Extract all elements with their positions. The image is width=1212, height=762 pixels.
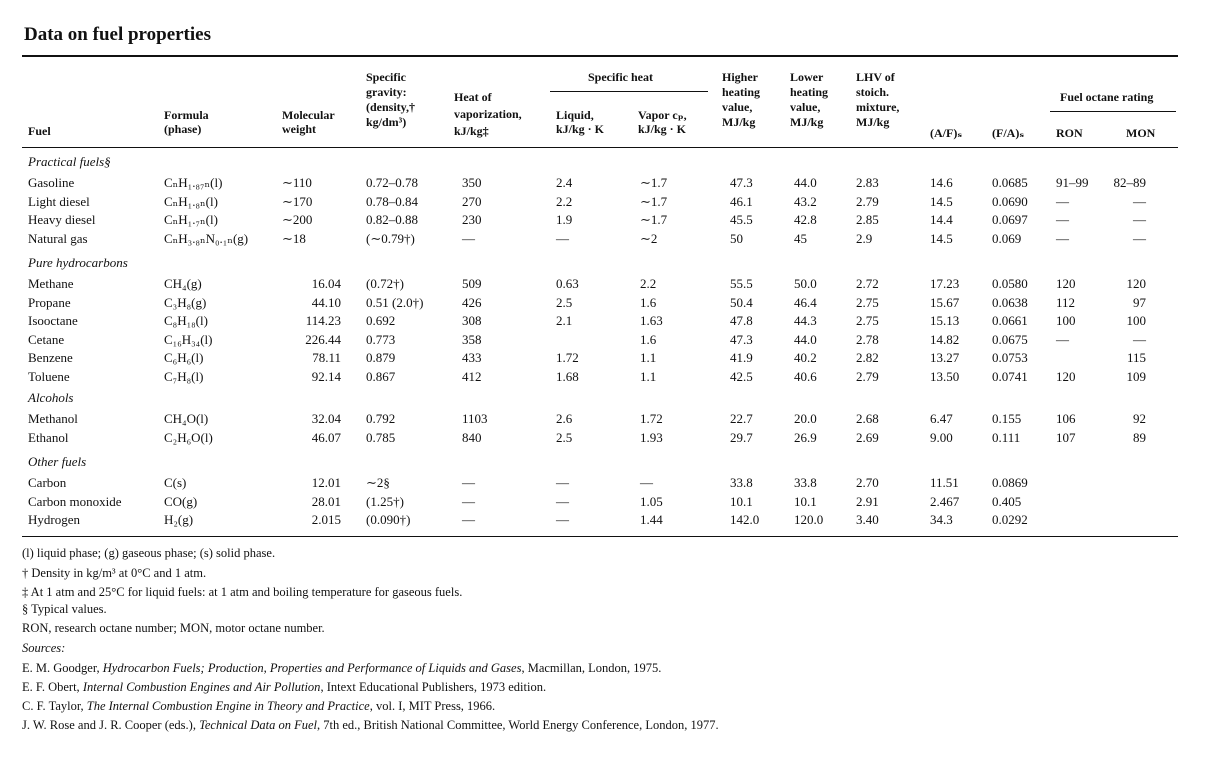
cell-ron: 120 — [1056, 369, 1076, 384]
cell-ron: 112 — [1056, 294, 1076, 310]
header-fa: (F/A)ₛ — [992, 126, 1025, 140]
cell-vapor-heat: ∼1.7 — [640, 212, 668, 227]
cell-lhv: 44.0 — [794, 175, 817, 190]
cell-formula: CₙH₁.₈ₙ(l) — [164, 193, 218, 209]
cell-lhv-stoich: 2.68 — [856, 411, 879, 426]
cell-fa: 0.0741 — [992, 369, 1028, 384]
cell-formula: CH₄O(l) — [164, 411, 209, 426]
cell-specific-gravity: (∼0.79†) — [366, 230, 415, 246]
specific-heat-rule — [550, 91, 708, 92]
header-lhv-stoich: LHV of stoich. mixture, MJ/kg — [856, 70, 900, 129]
cell-lhv: 26.9 — [794, 429, 817, 445]
header-vapor: Vapor cₚ, kJ/kg · K — [638, 108, 687, 136]
cell-af: 14.4 — [930, 212, 953, 227]
cell-liquid-heat: — — [556, 493, 569, 509]
cell-fuel: Hydrogen — [28, 512, 80, 527]
cell-specific-gravity: (1.25†) — [366, 493, 404, 509]
cell-fa: 0.0690 — [992, 193, 1028, 209]
cell-fuel: Carbon — [28, 475, 67, 490]
cell-vapor-heat: — — [640, 475, 653, 490]
cell-formula: C₁₆H₃₄(l) — [164, 331, 213, 347]
cell-specific-gravity: 0.78–0.84 — [366, 193, 418, 209]
cell-ron: 120 — [1056, 276, 1076, 291]
source-rose-cooper: J. W. Rose and J. R. Cooper (eds.), Technical Data on Fuel, 7th ed., British National Committee, World Energy Conference, London, 1977. — [22, 718, 719, 732]
header-lhv: Lower heating value, MJ/kg — [790, 70, 829, 129]
header-rule — [22, 147, 1178, 148]
cell-lhv: 43.2 — [794, 193, 817, 209]
header-specific-heat: Specific heat — [588, 70, 653, 84]
cell-mon: — — [1133, 212, 1146, 227]
cell-ron: 106 — [1056, 411, 1076, 426]
cell-lhv-stoich: 2.75 — [856, 294, 879, 310]
cell-heat-vaporization: 426 — [462, 294, 482, 310]
cell-liquid-heat: 1.68 — [556, 369, 579, 384]
cell-fuel: Carbon monoxide — [28, 493, 122, 509]
cell-lhv-stoich: 2.78 — [856, 331, 879, 347]
cell-fa: 0.0685 — [992, 175, 1028, 190]
cell-fuel: Methane — [28, 276, 74, 291]
cell-hhv: 22.7 — [730, 411, 753, 426]
cell-fuel: Gasoline — [28, 175, 75, 190]
cell-heat-vaporization: — — [462, 230, 475, 246]
cell-af: 2.467 — [930, 493, 960, 509]
cell-lhv: 40.6 — [794, 369, 817, 384]
cell-lhv-stoich: 2.72 — [856, 276, 879, 291]
cell-hhv: 29.7 — [730, 429, 753, 445]
cell-fuel: Benzene — [28, 350, 73, 366]
cell-lhv: 33.8 — [794, 475, 817, 490]
cell-lhv: 10.1 — [794, 493, 817, 509]
cell-mon: 120 — [1126, 276, 1146, 291]
cell-liquid-heat: 2.5 — [556, 429, 573, 445]
cell-af: 6.47 — [930, 411, 953, 426]
cell-fuel: Light diesel — [28, 193, 90, 209]
cell-molecular-weight: 12.01 — [311, 475, 341, 490]
cell-specific-gravity: 0.785 — [366, 429, 396, 445]
cell-ron: — — [1056, 331, 1069, 347]
cell-lhv-stoich: 2.79 — [856, 369, 879, 384]
cell-hhv: 33.8 — [730, 475, 753, 490]
cell-ron: 100 — [1056, 313, 1076, 329]
sources-label: Sources: — [22, 641, 66, 655]
cell-lhv-stoich: 2.69 — [856, 429, 879, 445]
cell-formula: CₙH₃.₈ₙN₀.₁ₙ(g) — [164, 230, 249, 246]
cell-af: 14.6 — [930, 175, 953, 190]
cell-molecular-weight: 16.04 — [311, 276, 341, 291]
header-specific-gravity: Specific gravity: (density,† kg/dm³) — [366, 70, 416, 129]
cell-heat-vaporization: 1103 — [462, 411, 488, 426]
cell-vapor-heat: ∼1.7 — [640, 193, 668, 209]
cell-liquid-heat: 1.9 — [556, 212, 573, 227]
header-molecular-weight: Molecular weight — [282, 108, 335, 136]
cell-vapor-heat: ∼1.7 — [640, 175, 668, 190]
cell-lhv: 50.0 — [794, 276, 817, 291]
footnote-density: † Density in kg/m³ at 0°C and 1 atm. — [22, 566, 207, 580]
cell-fuel: Toluene — [28, 369, 70, 384]
cell-lhv-stoich: 3.40 — [856, 512, 879, 527]
cell-mon: — — [1133, 193, 1146, 209]
cell-molecular-weight: 78.11 — [312, 350, 341, 366]
cell-hhv: 55.5 — [730, 276, 753, 291]
cell-vapor-heat: 1.1 — [640, 369, 657, 384]
cell-mon: 92 — [1133, 411, 1146, 426]
source-goodger: E. M. Goodger, Hydrocarbon Fuels; Production, Properties and Performance of Liquids and Gases, Macmillan, London, 1975. — [22, 661, 662, 675]
header-hhv: Higher heating value, MJ/kg — [722, 70, 761, 129]
cell-formula: C₃H₈(g) — [164, 294, 207, 310]
cell-lhv-stoich: 2.79 — [856, 193, 879, 209]
cell-hhv: 42.5 — [730, 369, 753, 384]
cell-vapor-heat: 1.1 — [640, 350, 657, 366]
cell-af: 14.5 — [930, 193, 953, 209]
cell-molecular-weight: 114.23 — [305, 313, 341, 329]
section-heading: Other fuels — [28, 454, 87, 469]
section-heading: Practical fuels§ — [28, 154, 111, 169]
section-heading: Pure hydrocarbons — [28, 255, 128, 270]
cell-specific-gravity: (0.090†) — [366, 512, 411, 527]
cell-fa: 0.0869 — [992, 475, 1028, 490]
cell-fa: 0.0580 — [992, 276, 1028, 291]
cell-heat-vaporization: — — [462, 512, 475, 527]
cell-lhv-stoich: 2.75 — [856, 313, 879, 329]
cell-vapor-heat: ∼2 — [640, 230, 658, 246]
cell-lhv: 20.0 — [794, 411, 817, 426]
cell-fuel: Cetane — [28, 331, 65, 347]
cell-lhv: 45 — [794, 230, 807, 246]
cell-formula: C₈H₁₈(l) — [164, 313, 208, 329]
cell-lhv: 120.0 — [794, 512, 824, 527]
cell-fa: 0.0697 — [992, 212, 1028, 227]
cell-hhv: 47.8 — [730, 313, 753, 329]
cell-af: 14.5 — [930, 230, 953, 246]
cell-lhv-stoich: 2.70 — [856, 475, 879, 490]
cell-heat-vaporization: 350 — [462, 175, 482, 190]
cell-vapor-heat: 1.72 — [640, 411, 663, 426]
cell-lhv: 46.4 — [794, 294, 817, 310]
cell-liquid-heat: 2.6 — [556, 411, 573, 426]
cell-fuel: Heavy diesel — [28, 212, 96, 227]
footnote-typical: § Typical values. — [22, 602, 107, 616]
cell-hhv: 41.9 — [730, 350, 753, 366]
cell-ron: 91–99 — [1056, 175, 1089, 190]
cell-molecular-weight: 28.01 — [311, 493, 341, 509]
cell-formula: C(s) — [164, 475, 187, 490]
footnote-octane: RON, research octane number; MON, motor octane number. — [22, 621, 325, 635]
cell-hhv: 47.3 — [730, 331, 753, 347]
header-mon: MON — [1126, 126, 1156, 140]
cell-specific-gravity: 0.692 — [366, 313, 396, 329]
cell-molecular-weight: 92.14 — [311, 369, 341, 384]
cell-specific-gravity: 0.72–0.78 — [366, 175, 418, 190]
cell-lhv: 40.2 — [794, 350, 817, 366]
header-formula: Formula (phase) — [164, 108, 209, 136]
cell-heat-vaporization: 308 — [462, 313, 482, 329]
header-ron: RON — [1056, 126, 1083, 140]
cell-mon: — — [1133, 331, 1146, 347]
cell-lhv-stoich: 2.85 — [856, 212, 879, 227]
cell-fa: 0.069 — [992, 230, 1022, 246]
cell-heat-vaporization: 230 — [462, 212, 482, 227]
cell-vapor-heat: 1.63 — [640, 313, 663, 329]
cell-formula: CH₄(g) — [164, 276, 202, 291]
cell-mon: 97 — [1133, 294, 1146, 310]
cell-liquid-heat: — — [556, 230, 569, 246]
cell-vapor-heat: 1.6 — [640, 331, 657, 347]
cell-specific-gravity: ∼2§ — [366, 475, 390, 490]
cell-fuel: Propane — [28, 294, 71, 310]
cell-mon: 100 — [1126, 313, 1146, 329]
top-rule — [22, 55, 1178, 57]
cell-heat-vaporization: — — [462, 475, 475, 490]
cell-af: 11.51 — [930, 475, 959, 490]
cell-formula: H₂(g) — [164, 512, 194, 527]
cell-formula: CₙH₁.₈₇ₙ(l) — [164, 175, 223, 190]
cell-hhv: 50.4 — [730, 294, 753, 310]
cell-liquid-heat: 2.1 — [556, 313, 573, 329]
cell-mon: 115 — [1126, 350, 1146, 366]
cell-liquid-heat: 2.4 — [556, 175, 573, 190]
cell-lhv: 44.0 — [794, 331, 817, 347]
cell-fa: 0.0661 — [992, 313, 1028, 329]
cell-vapor-heat: 1.93 — [640, 429, 663, 445]
cell-fa: 0.405 — [992, 493, 1022, 509]
cell-hhv: 47.3 — [730, 175, 753, 190]
cell-af: 34.3 — [930, 512, 953, 527]
cell-mon: 82–89 — [1113, 175, 1146, 190]
cell-fa: 0.155 — [992, 411, 1022, 426]
cell-fuel: Ethanol — [28, 429, 69, 445]
cell-vapor-heat: 2.2 — [640, 276, 657, 291]
cell-formula: CₙH₁.₇ₙ(l) — [164, 212, 218, 227]
cell-ron: — — [1056, 193, 1069, 209]
bottom-rule — [22, 536, 1178, 537]
cell-formula: C₇H₈(l) — [164, 369, 204, 384]
cell-formula: CO(g) — [164, 493, 198, 509]
cell-molecular-weight: 226.44 — [305, 331, 341, 347]
cell-heat-vaporization: 412 — [462, 369, 482, 384]
section-heading: Alcohols — [28, 390, 74, 405]
cell-fa: 0.0292 — [992, 512, 1028, 527]
cell-specific-gravity: 0.51 (2.0†) — [366, 294, 424, 310]
cell-fuel: Methanol — [28, 411, 78, 426]
header-heat-vaporization: Heat of vaporization, kJ/kg‡ — [454, 90, 522, 138]
cell-af: 15.67 — [930, 294, 960, 310]
cell-lhv-stoich: 2.9 — [856, 230, 873, 246]
cell-ron: — — [1056, 230, 1069, 246]
cell-liquid-heat: 2.5 — [556, 294, 573, 310]
cell-fuel: Natural gas — [28, 230, 88, 246]
cell-fa: 0.111 — [992, 429, 1021, 445]
table-title: Data on fuel properties — [24, 24, 211, 45]
cell-fa: 0.0675 — [992, 331, 1028, 347]
header-fuel: Fuel — [28, 124, 51, 138]
cell-heat-vaporization: 433 — [462, 350, 482, 366]
cell-specific-gravity: 0.792 — [366, 411, 396, 426]
cell-af: 15.13 — [930, 313, 960, 329]
cell-mon: — — [1133, 230, 1146, 246]
cell-af: 14.82 — [930, 331, 960, 347]
cell-specific-gravity: 0.879 — [366, 350, 396, 366]
octane-rule — [1050, 111, 1176, 112]
cell-molecular-weight: 46.07 — [311, 429, 341, 445]
cell-formula: C₂H₆O(l) — [164, 429, 213, 445]
cell-af: 17.23 — [930, 276, 960, 291]
cell-heat-vaporization: 270 — [462, 193, 482, 209]
footnote-phase: (l) liquid phase; (g) gaseous phase; (s) solid phase. — [22, 546, 276, 560]
cell-fa: 0.0638 — [992, 294, 1028, 310]
cell-specific-gravity: 0.82–0.88 — [366, 212, 418, 227]
cell-lhv: 44.3 — [794, 313, 817, 329]
cell-heat-vaporization: — — [462, 493, 475, 509]
cell-hhv: 46.1 — [730, 193, 753, 209]
cell-molecular-weight: ∼200 — [282, 212, 313, 227]
cell-fa: 0.0753 — [992, 350, 1028, 366]
cell-liquid-heat: 0.63 — [556, 276, 579, 291]
cell-hhv: 45.5 — [730, 212, 753, 227]
cell-molecular-weight: ∼18 — [282, 230, 306, 246]
cell-hhv: 142.0 — [730, 512, 760, 527]
cell-af: 13.27 — [930, 350, 960, 366]
cell-lhv-stoich: 2.82 — [856, 350, 879, 366]
cell-specific-gravity: 0.773 — [366, 331, 396, 347]
cell-mon: 89 — [1133, 429, 1146, 445]
cell-hhv: 50 — [730, 230, 743, 246]
header-octane: Fuel octane rating — [1060, 90, 1154, 104]
cell-molecular-weight: 2.015 — [311, 512, 341, 527]
cell-vapor-heat: 1.6 — [640, 294, 657, 310]
cell-specific-gravity: 0.867 — [366, 369, 396, 384]
cell-af: 9.00 — [930, 429, 953, 445]
cell-specific-gravity: (0.72†) — [366, 276, 404, 291]
source-obert: E. F. Obert, Internal Combustion Engines and Air Pollution, Intext Educational Publishers, 1973 edition. — [22, 680, 547, 694]
cell-lhv: 42.8 — [794, 212, 817, 227]
cell-molecular-weight: ∼110 — [282, 175, 312, 190]
cell-liquid-heat: — — [556, 512, 569, 527]
footnote-conditions: ‡ At 1 atm and 25°C for liquid fuels: at 1 atm and boiling temperature for gaseous fuels. — [22, 585, 463, 599]
cell-af: 13.50 — [930, 369, 960, 384]
cell-fuel: Isooctane — [28, 313, 78, 329]
cell-ron: 107 — [1056, 429, 1076, 445]
header-af: (A/F)ₛ — [930, 126, 963, 140]
cell-mon: 109 — [1126, 369, 1146, 384]
cell-lhv-stoich: 2.83 — [856, 175, 879, 190]
cell-heat-vaporization: 509 — [462, 276, 482, 291]
cell-liquid-heat: — — [556, 475, 569, 490]
cell-liquid-heat: 2.2 — [556, 193, 573, 209]
cell-molecular-weight: 44.10 — [311, 294, 341, 310]
cell-ron: — — [1056, 212, 1069, 227]
cell-hhv: 10.1 — [730, 493, 753, 509]
cell-vapor-heat: 1.44 — [640, 512, 663, 527]
cell-heat-vaporization: 358 — [462, 331, 482, 347]
cell-liquid-heat: 1.72 — [556, 350, 579, 366]
cell-molecular-weight: ∼170 — [282, 193, 313, 209]
cell-vapor-heat: 1.05 — [640, 493, 663, 509]
cell-molecular-weight: 32.04 — [311, 411, 341, 426]
source-taylor: C. F. Taylor, The Internal Combustion Engine in Theory and Practice, vol. I, MIT Press, 1966. — [22, 699, 496, 713]
cell-lhv-stoich: 2.91 — [856, 493, 879, 509]
cell-formula: C₆H₆(l) — [164, 350, 204, 366]
header-liquid: Liquid, kJ/kg · K — [556, 108, 605, 136]
cell-heat-vaporization: 840 — [462, 429, 482, 445]
